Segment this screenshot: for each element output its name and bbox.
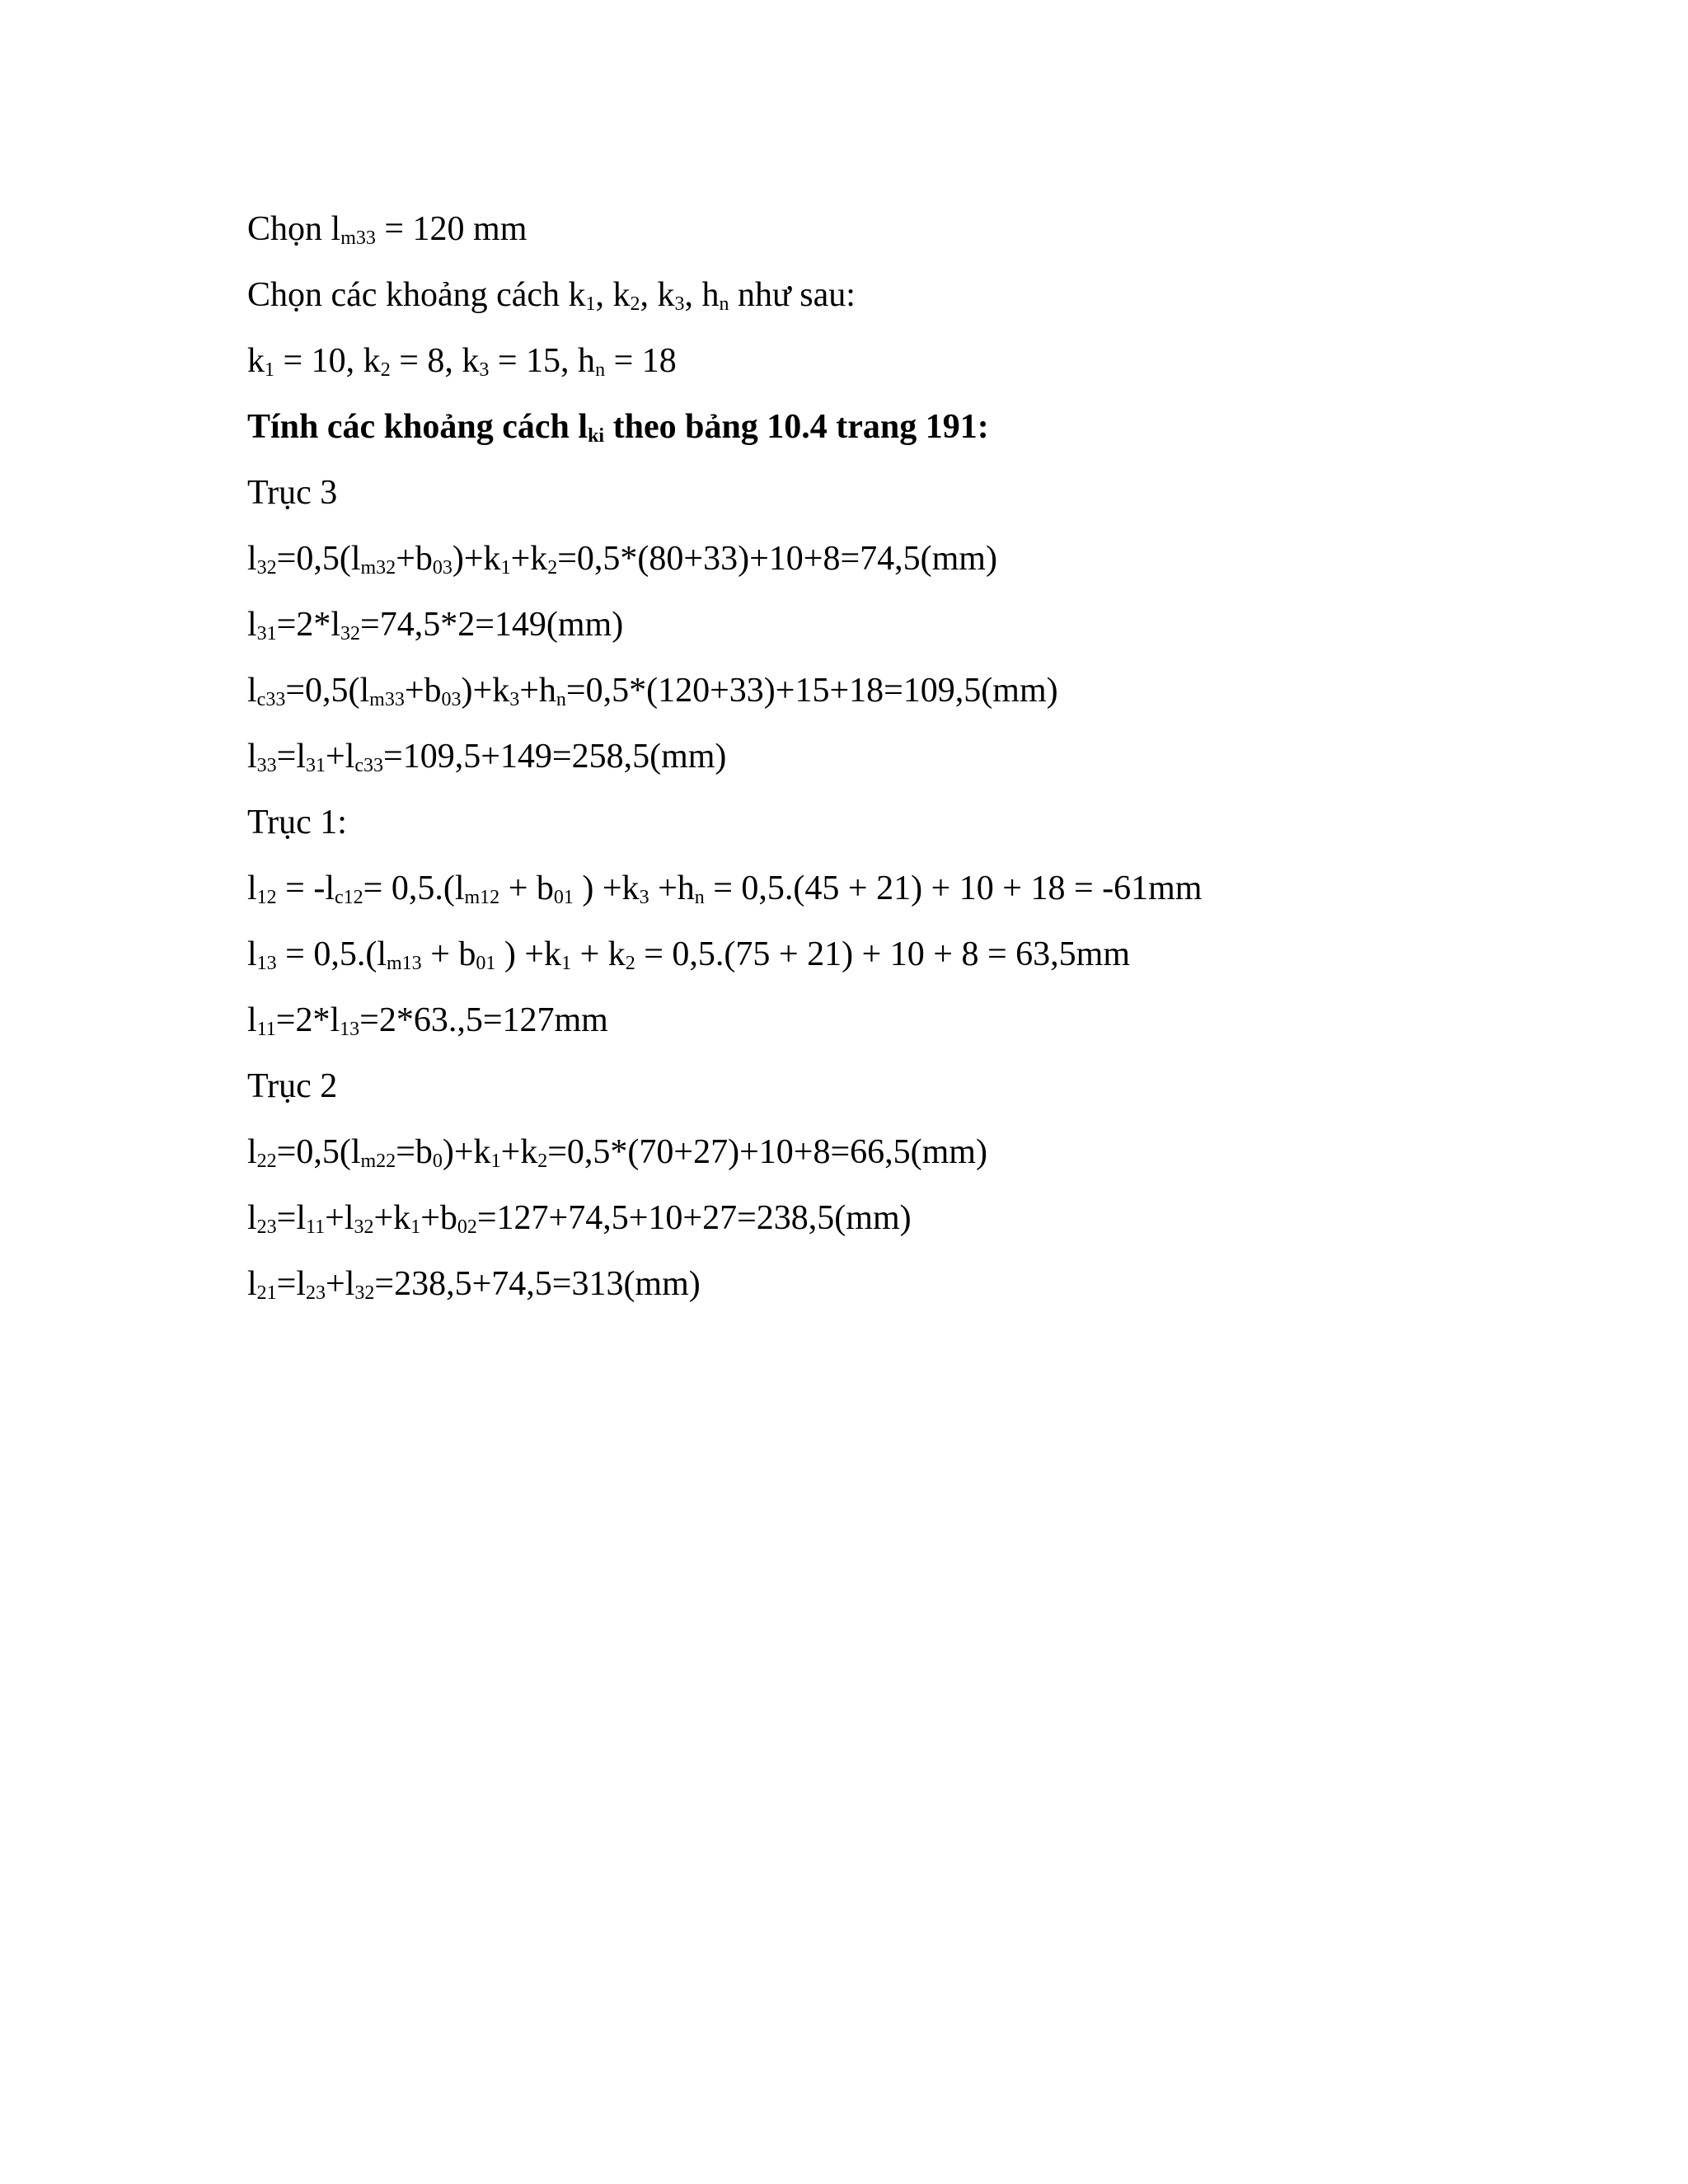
- line-chon-lm33: Chọn $l_{m33} = 120$ mm: [247, 210, 528, 249]
- formula-l33: $l_{33}=l_{31}+l_{c33}=109,5+149=258,5(mm)$: [247, 738, 727, 776]
- formula-l21: $l_{21}=l_{23}+l_{32}=238,5+74,5=313(mm)$: [247, 1265, 701, 1304]
- heading-truc-3: Trục 3: [247, 474, 338, 512]
- formula-lc33: $l_{c33}=0,5(l_{m33}+b_{03})+k_3+h_n=0,5*(120+33)+15+18=109,5(mm)$: [247, 672, 1058, 710]
- formula-l22: $l_{22}=0,5(l_{m22}=b_0)+k_1+k_2=0,5*(70+27)+10+8=66,5(mm)$: [247, 1133, 987, 1172]
- formula-l23: $l_{23}=l_{11}+l_{32}+k_1+b_{02}=127+74,5+10+27=238,5(mm)$: [247, 1199, 912, 1238]
- line-chon-khoang-cach: Chọn các khoảng cách $k_1$, $k_2$, $k_3$, $h_n$ như sau:: [247, 276, 856, 315]
- heading-truc-1: Trục 1:: [247, 804, 347, 841]
- heading-truc-2: Trục 2: [247, 1067, 338, 1105]
- formula-l31: $l_{31}=2*l_{32}=74,5*2=149(mm)$: [247, 606, 624, 644]
- line-k-values: $k_1 = 10$, $k_2 = 8$, $k_3 = 15$, $h_n = 18$: [247, 342, 677, 381]
- formula-l13: $l_{13} = 0,5.(l_{m13} + b_{01}$ ) $+k_1 + k_2 = 0,5.(75 + 21) + 10 + 8 = 63,5mm$: [247, 935, 1130, 974]
- formula-l12: $l_{12} = -l_{c12}= 0,5.(l_{m12} + b_{01}$ ) $+k_3 +h_n = 0,5.(45 + 21) + 10 + 18 = -61mm$: [247, 869, 1203, 908]
- formula-l11: $l_{11}=2*l_{13}=2*63.,5=127mm$: [247, 1001, 608, 1040]
- document-body: [247, 196, 1566, 1317]
- section-heading: Tính các khoảng cách $l_{ki}$ theo bảng 10.4 trang 191:: [247, 408, 989, 447]
- formula-l32: $l_{32}=0,5(l_{m32}+b_{03})+k_1+k_2=0,5*(80+33)+10+8=74,5(mm)$: [247, 540, 997, 579]
